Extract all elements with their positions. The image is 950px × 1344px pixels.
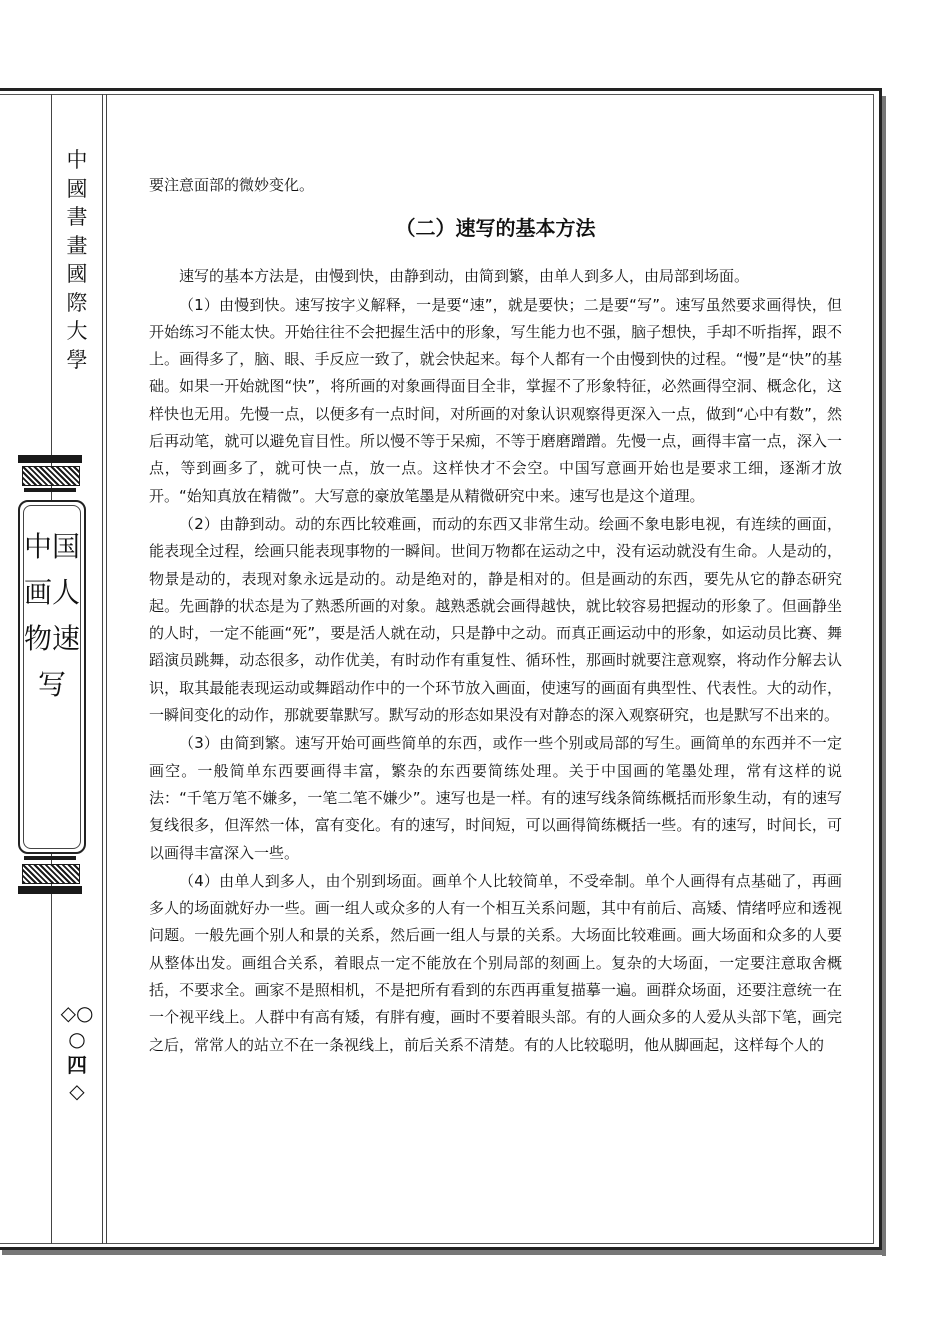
frame-shadow-bottom — [2, 1250, 886, 1255]
ornament-pattern-bottom — [22, 864, 80, 884]
frame-shadow-right — [882, 96, 886, 1256]
paragraph-intro: 速写的基本方法是，由慢到快，由静到动，由简到繁，由单人到多人，由局部到场面。 — [179, 267, 750, 286]
ornament-bar-top-thin — [24, 488, 76, 492]
sidebar-rule-right-inner — [106, 94, 107, 1244]
ornament-bar-bottom-thin — [24, 856, 76, 860]
sidebar-rule-right — [102, 94, 103, 1244]
ornament-bar-bottom — [18, 886, 82, 894]
book-title-panel — [18, 500, 86, 854]
paragraph-slow-to-fast: （1）由慢到快。速写按字义解释，一是要“速”，就是要快；二是要“写”。速写虽然要求画得快，但开始练习不能太快。开始往往不会把握生活中的形象，写生能力也不强，脑子想快，手却不听指挥，跟不上。画得多了，脑、眼、手反应一致了，就会快起来。每个人都有一个由慢到快的过程。“慢”是“快”的基础。如果一开始就图“快”，将所画的对象画得面目全非，掌握不了形象特征，必然画得空洞、概念化，这样快也无用。先慢一点，以便多有一点时间，对所画的对象认识观察得更深入一点，做到“心中有数”，然后再动笔，就可以避免盲目性。所以慢不等于呆痴，不等于磨磨蹭蹭。先慢一点，画得丰富一点，深入一点，等到画多了，就可快一点，放一点。这样快才不会空。中国写意画开始也是要求工细，逐渐才放开。“始知真放在精微”。大写意的豪放笔墨是从精微研究中来。速写也是这个道理。 — [149, 295, 842, 505]
page-number: ◇○○四◇ — [60, 1001, 94, 1103]
paragraph-simple-to-complex: （3）由简到繁。速写开始可画些简单的东西，或作一些个别或局部的写生。画简单的东西并不一定画空。一般简单东西要画得丰富，繁杂的东西要简练处理。关于中国画的笔墨处理，常有这样的说法：“千笔万笔不嫌多，一笔二笔不嫌少”。速写也是一样。有的速写线条简练概括而形象生动，有的速写复线很多，但浑然一体，富有变化。有的速写，时间短，可以画得简练概括一些。有的速写，时间长，可以画得丰富深入一些。 — [149, 734, 842, 862]
paragraph-static-to-dynamic: （2）由静到动。动的东西比较难画，而动的东西又非常生动。绘画不象电影电视，有连续的画面，能表现全过程，绘画只能表现事物的一瞬间。世间万物都在运动之中，没有运动就没有生命。人是动的，物景是动的，表现对象永远是动的。动是绝对的，静是相对的。但是画动的东西，要先从它的静态研究起。先画静的状态是为了熟悉所画的对象。越熟悉就会画得越快，就比较容易把握动的形象了。但画静坐的人时，一定不能画“死”，要是活人就在动，只是静中之动。而真正画运动中的形象，如运动员比赛、舞蹈演员跳舞，动态很多，动作优美，有时动作有重复性、循环性，那画时就要注意观察，将动作分解去认识，取其最能表现运动或舞蹈动作中的一个环节放入画面，使速写的画面有典型性、代表性。大的动作，一瞬间变化的动作，那就要靠默写。默写动的形态如果没有对静态的深入观察研究，也是默写不出来的。 — [149, 514, 842, 725]
book-title: 中国画人物速写 — [23, 530, 80, 701]
main-content — [149, 172, 842, 1059]
lead-text: 要注意面部的微妙变化。 — [149, 176, 315, 194]
university-name: 中國書畫國際大學 — [66, 148, 88, 372]
ornament-bar-top — [18, 455, 82, 463]
paragraph-single-to-many: （4）由单人到多人，由个别到场面。画单个人比较简单，不受牵制。单个人画得有点基础了，再画多人的场面就好办一些。画一组人或众多的人有一个相互关系问题，其中有前后、高矮、情绪呼应和透视问题。一般先画个别人和景的关系，然后画一组人与景的关系。大场面比较难画。画大场面和众多的人要从整体出发。画组合关系，着眼点一定不能放在个别局部的刻画上。复杂的大场面，一定要注意取舍概括，不要求全。画家不是照相机，不是把所有看到的东西再重复描摹一遍。画群众场面，还要注意统一在一个视平线上。人群中有高有矮，有胖有瘦，画时不要着眼头部。有的人画众多的人爱从头部下笔，画完之后，常常人的站立不在一条视线上，前后关系不清楚。有的人比较聪明，他从脚画起，这样每个人的 — [149, 871, 842, 1054]
ornament-pattern-top — [22, 466, 80, 486]
section-heading: （二）速写的基本方法 — [395, 216, 596, 241]
